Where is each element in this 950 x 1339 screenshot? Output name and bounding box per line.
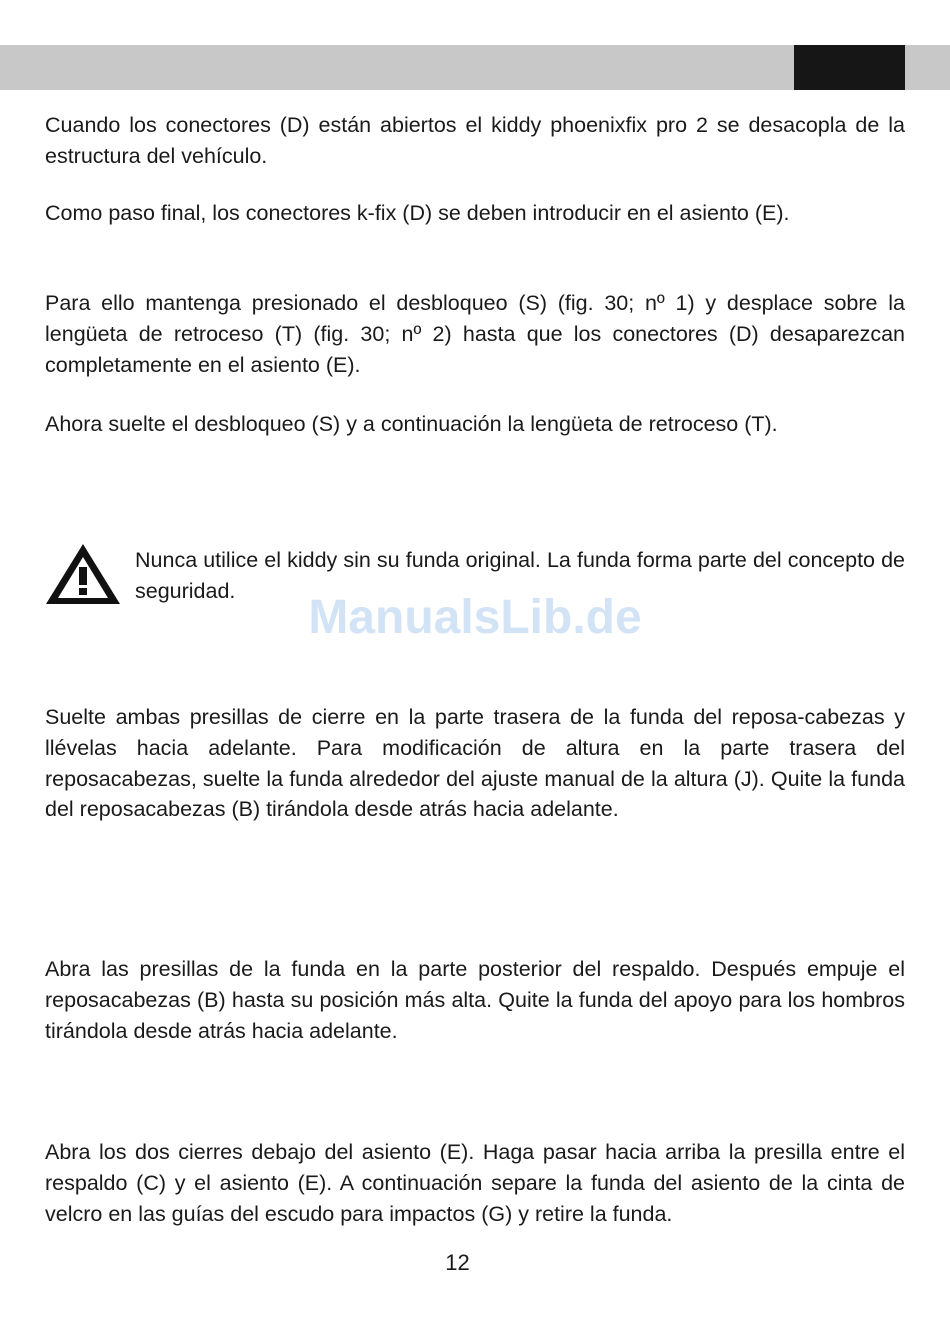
header-tab (794, 45, 905, 90)
paragraph-seat-cover: Abra los dos cierres debajo del asiento (E). Haga pasar hacia arriba la presilla entre el respaldo (C) y el asiento (E). A continuación separe la funda del asiento de la cinta de velcro en las guías del escudo para impactos (G) y retire la funda. (45, 1140, 905, 1226)
paragraph-headrest-cover: Suelte ambas presillas de cierre en la parte trasera de la funda del reposa-cabezas y llévelas hacia adelante. Para modificación de altura en la parte trasera del reposacabezas, suelte la funda alrededor del ajuste manual de la altura (J). Quite la funda del reposacabezas (B) tirándola desde atrás hacia adelante. (45, 705, 905, 822)
paragraph-release-latch: Ahora suelte el desbloqueo (S) y a continuación la lengüeta de retroceso (T). (45, 412, 778, 436)
paragraph-connectors-open: Cuando los conectores (D) están abiertos el kiddy phoenixfix pro 2 se desacopla de la estructura del vehículo. (45, 113, 905, 168)
paragraph-release-instructions: Para ello mantenga presionado el desbloqueo (S) (fig. 30; nº 1) y desplace sobre la lengüeta de retroceso (T) (fig. 30; nº 2) hasta que los conectores (D) desaparezcan completamente en el asiento (E). (45, 291, 905, 377)
paragraph-final-step: Como paso final, los conectores k-fix (D) se deben introducir en el asiento (E). (45, 201, 790, 225)
warning-text: Nunca utilice el kiddy sin su funda original. La funda forma parte del concepto de seguridad. (135, 548, 905, 603)
paragraph-shoulder-cover: Abra las presillas de la funda en la parte posterior del respaldo. Después empuje el reposacabezas (B) hasta su posición más alta. Quite la funda del apoyo para los hombros tirándola desde atrás hacia adelante. (45, 957, 905, 1043)
page-number: 12 (445, 1250, 470, 1275)
watermark: ManualsLib.de (308, 591, 642, 644)
